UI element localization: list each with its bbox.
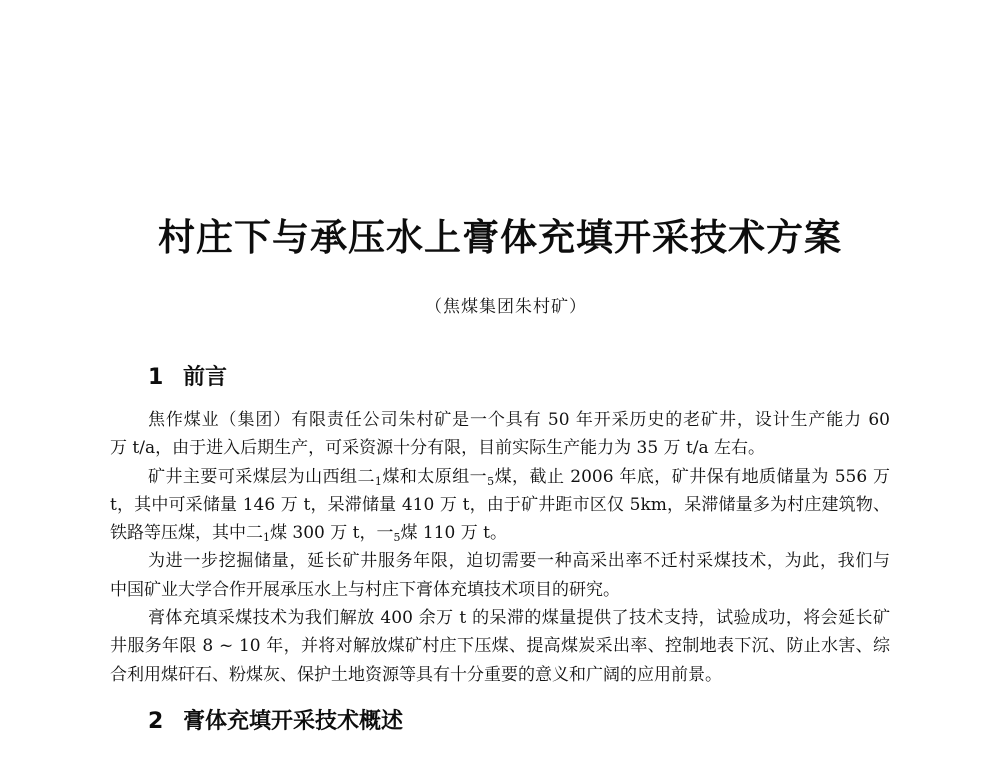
subscript-text: 5 [487,474,495,488]
text-segment: 矿井主要可采煤层为山西组二 [148,466,375,487]
section-heading-1 [148,364,227,392]
subscript-text: 1 [374,474,382,488]
section-number: 1 [148,365,164,390]
text-segment: t，其中可采储量 146 万 t，呆滞储量 410 万 t，由于矿井距市区仅 5km，呆滞储量多为村庄建筑物、 [110,494,890,515]
text-segment: 井服务年限 8 ~ 10 年，并将对解放煤矿村庄下压煤、提高煤炭采出率、控制地表下沉、防止水害、综 [110,636,890,657]
paragraph-line [110,632,890,660]
paragraph-line [110,576,890,604]
section-number: 2 [148,709,164,734]
text-segment: 为进一步挖掘储量，延长矿井服务年限，迫切需要一种高采出率不迁村采煤技术，为此，我们与 [148,551,890,572]
text-segment: 中国矿业大学合作开展承压水上与村庄下膏体充填技术项目的研究。 [110,579,620,600]
text-segment: 膏体充填采煤技术为我们解放 400 余万 t 的呆滞的煤量提供了技术支持，试验成功，将会延长矿 [148,608,890,629]
text-segment: 合利用煤矸石、粉煤灰、保护土地资源等具有十分重要的意义和广阔的应用前景。 [110,664,722,685]
paragraph-line [110,406,890,434]
section-heading-2 [148,708,403,736]
section-title: 膏体充填开采技术概述 [183,709,404,734]
text-segment: 煤 300 万 t，一 [270,523,394,544]
paragraph-line [110,491,890,519]
document-title: 村庄下与承压水上膏体充填开采技术方案 [158,215,842,259]
paragraph [110,406,890,463]
document-affiliation: （焦煤集团朱村矿） [425,297,587,317]
text-segment: 煤 110 万 t。 [400,523,507,544]
paragraph-line [110,604,890,632]
paragraph-line [110,661,890,689]
paragraph-line [110,547,890,575]
paragraph-line [110,519,890,547]
text-segment: 煤和太原组一 [381,466,488,487]
subscript-text: 5 [393,531,401,545]
paragraph-line [110,463,890,491]
text-segment: 万 t/a，由于进入后期生产，可采资源十分有限，目前实际生产能力为 35 万 t/a 左右。 [110,438,766,459]
text-segment: 铁路等压煤，其中二 [110,523,263,544]
section-body-1 [110,406,890,689]
subscript-text: 1 [263,531,270,545]
paragraph [110,604,890,689]
text-segment: 焦作煤业（集团）有限责任公司朱村矿是一个具有 50 年开采历史的老矿井，设计生产能力 60 [148,410,890,430]
text-segment: 煤，截止 2006 年底，矿井保有地质储量为 556 万 [494,466,891,487]
paragraph [110,547,890,604]
paragraph [110,463,890,548]
section-title: 前言 [183,365,228,390]
paragraph-line [110,434,890,462]
